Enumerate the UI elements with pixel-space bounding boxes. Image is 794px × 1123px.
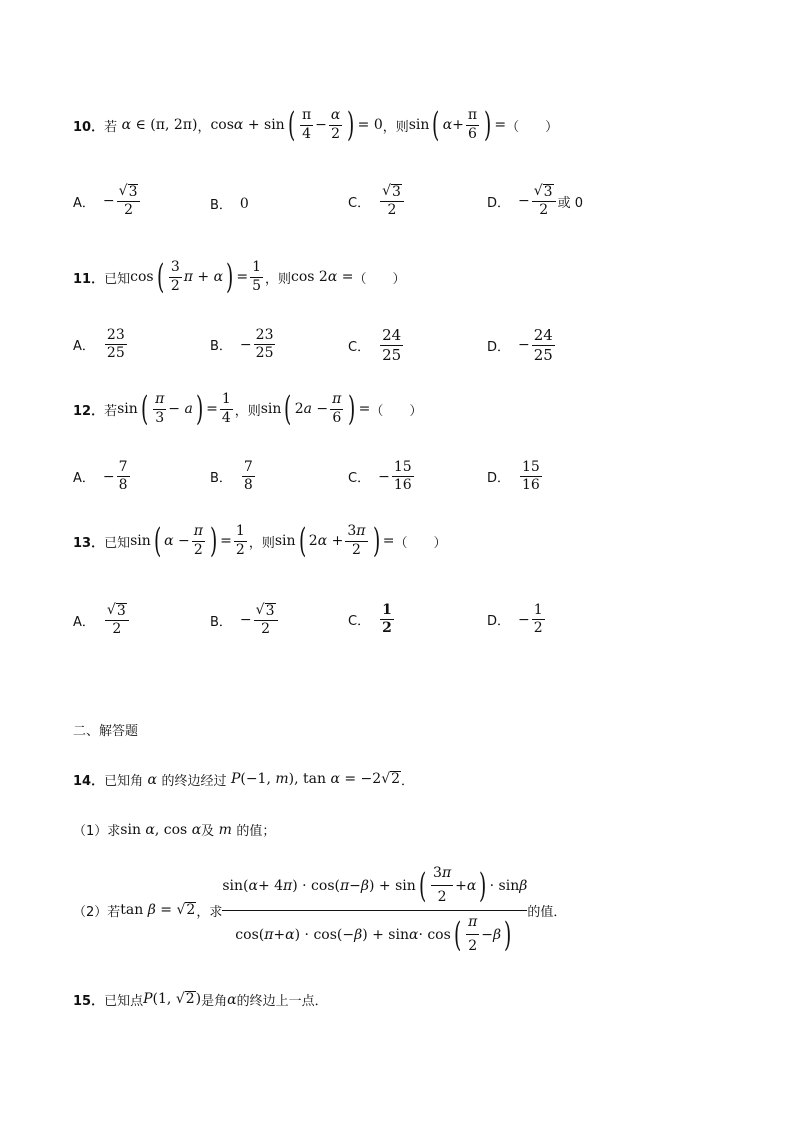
question-12: 12． 若 sin ( $\frac{\pi}{3}$ − a ) = $\frac{1}{4}$ ，则 sin ( 2a − $\frac{\pi}{6}$ ) = （ ） [73, 389, 423, 429]
option-c[interactable]: C． $\frac{1}{2}$ [348, 602, 392, 637]
fraction: $\frac{1}{2}$ [235, 523, 245, 558]
question-14-part-2: （2）若 tan β = √ 2 ，求 sin( α + 4 π ) · cos( π − β ) + sin ( 3 π 2 + α ) · sin β cos( π + α ) · cos(− β ) + sin α · cos ( $\frac{\pi}{2}$ − β ) 的值． [73, 865, 567, 955]
fraction: √ 3 2 [254, 603, 278, 638]
option-b[interactable]: B． $\frac{7}{8}$ [210, 459, 253, 494]
question-number: 12． [73, 403, 105, 419]
fraction: √ 3 2 [532, 184, 556, 219]
question-text: 若 [104, 119, 118, 135]
fraction: $\frac{7}{8}$ [118, 459, 128, 494]
fraction: $\frac{7}{8}$ [243, 459, 253, 494]
fraction: $\frac{3}{2}$ [170, 259, 180, 294]
fraction: $\frac{1}{2}$ [533, 602, 543, 637]
option-d[interactable]: D． $\frac{15}{16}$ [487, 459, 540, 494]
question-13: 13． 已知 sin ( α − $\frac{\pi}{2}$ ) = $\frac{1}{2}$ ，则 sin ( 2α + $\frac{3\pi}{2}$ ) = （ ） [73, 521, 447, 561]
question-number: 13． [73, 535, 105, 551]
option-b[interactable]: B． − √ 3 2 [210, 603, 280, 638]
question-number: 14． [73, 774, 105, 789]
option-a[interactable]: A． √ 3 2 [73, 603, 131, 638]
fraction: $\frac{\pi}{4}$ [301, 107, 312, 142]
fraction: √ 3 2 [117, 184, 141, 219]
fraction: $\frac{\pi}{6}$ [467, 107, 478, 142]
question-number: 15． [73, 994, 105, 1009]
option-d[interactable]: D． − $\frac{24}{25}$ [487, 326, 553, 364]
option-a[interactable]: A． − √ 3 2 [73, 184, 142, 219]
question-number: 11． [73, 271, 105, 287]
fraction: $\frac{24}{25}$ [533, 326, 553, 364]
option-b[interactable]: B． − $\frac{23}{25}$ [210, 327, 274, 362]
math-expression: cosα + sin [210, 117, 285, 133]
fraction: $\frac{1}{5}$ [252, 259, 261, 294]
compound-fraction: sin( α + 4 π ) · cos( π − β ) + sin ( 3 π 2 + α ) · sin β cos( π + α ) · cos(− β ) + sin α · cos ( $\frac{\pi}{2}$ − β ) [222, 865, 528, 955]
option-c[interactable]: C． − $\frac{15}{16}$ [348, 459, 412, 494]
option-a[interactable]: A． − $\frac{7}{8}$ [73, 459, 128, 494]
option-d[interactable]: D． − √ 3 2 或 0 [487, 183, 583, 219]
question-10: 10． 若 α ∈ (π, 2π) ， cosα + sin ( $\frac{\pi}{4}$ − $\frac{\alpha}{2}$ ) = 0 ，则 sin ( α + $\frac{\pi}{6}$ ) = （ ） [73, 105, 559, 145]
fraction: $\frac{\alpha}{2}$ [330, 107, 341, 142]
fraction: √ 3 2 [105, 603, 129, 638]
fraction: $\frac{23}{25}$ [255, 327, 274, 362]
fraction: $\frac{\pi}{3}$ [155, 391, 165, 426]
question-number: 10． [73, 119, 105, 135]
math-expression: α ∈ (π, 2π) [121, 117, 198, 133]
fraction: $\frac{1}{2}$ [382, 602, 392, 637]
fraction: $\frac{3\pi}{2}$ [347, 523, 366, 558]
fraction: $\frac{23}{25}$ [106, 327, 125, 362]
fraction: $\frac{1}{4}$ [221, 391, 231, 426]
question-11: 11． 已知 cos ( $\frac{3}{2}$ π + α ) = $\frac{1}{5}$ ，则 cos 2α = （ ） [73, 257, 406, 297]
section-heading: 二、解答题 [73, 724, 139, 739]
fraction: $\frac{\pi}{2}$ [193, 523, 203, 558]
question-15: 15． 已知点 P(1, √ 2 ) 是角 α 的终边上一点． [73, 991, 328, 1009]
fraction: $\frac{\pi}{6}$ [332, 391, 342, 426]
option-c[interactable]: C． $\frac{24}{25}$ [348, 326, 402, 364]
fraction: $\frac{15}{16}$ [393, 459, 412, 494]
question-14: 14． 已知角 α 的终边经过 P(−1, m), tan α = −2√ 2 ． [73, 771, 415, 789]
option-c[interactable]: C． √ 3 2 [348, 184, 406, 219]
fraction: √ 3 2 [380, 184, 404, 219]
option-d[interactable]: D． − $\frac{1}{2}$ [487, 602, 543, 637]
fraction: $\frac{24}{25}$ [382, 326, 402, 364]
option-a[interactable]: A． $\frac{23}{25}$ [73, 327, 125, 362]
question-14-part-1: （1）求 sin α, cos α 及 m 的值； [73, 821, 276, 839]
option-b[interactable]: B． 0 [210, 195, 249, 213]
fraction: $\frac{15}{16}$ [522, 459, 540, 494]
